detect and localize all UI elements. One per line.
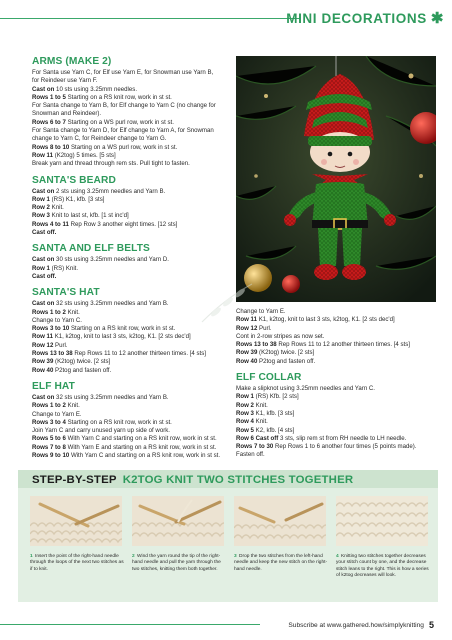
pattern-line-text: Knit. [253, 401, 268, 409]
elf-photo-illustration [236, 56, 436, 302]
pattern-line-bold: Row 40 [236, 357, 258, 365]
pattern-line-text: Starting on a WS purl row, work in st st. [65, 118, 174, 126]
pattern-line-text: Change to Yarn E. [32, 410, 82, 418]
pattern-line [32, 444, 228, 452]
pattern-line-text: P2tog and fasten off. [257, 357, 316, 365]
footer-rule [0, 624, 260, 625]
pattern-line-bold: Rows 3 to 4 [32, 418, 66, 426]
pattern-line [32, 152, 228, 160]
pattern-line [236, 427, 436, 435]
pattern-line-bold: Rows 4 to 11 [32, 220, 69, 228]
pattern-line [32, 411, 228, 419]
pattern-line [32, 135, 228, 143]
section-title [286, 9, 444, 27]
pattern-line-bold: Rows 13 to 38 [236, 341, 277, 349]
pattern-line [32, 127, 228, 135]
step-2-caption [132, 554, 228, 573]
pattern-line-bold: Row 2 [236, 401, 254, 409]
pattern-line-bold: Row 3 [236, 409, 254, 417]
pattern-line-bold: Rows 6 to 7 [32, 118, 66, 126]
pattern-line [32, 367, 228, 375]
pattern-line-bold: Cast on [32, 300, 55, 308]
pattern-line-text: Rep Rows 1 to 6 another four times (5 points made). [273, 443, 417, 451]
pattern-line [32, 350, 228, 358]
step-1-text: Insert the point of the right-hand needle through the loops of the next two stitches as if to knit. [30, 554, 124, 572]
step-4-caption [336, 554, 432, 579]
pattern-line [236, 410, 436, 418]
pattern-line [32, 427, 228, 435]
pattern-line-text: Rep Rows 11 to 12 another thirteen times. [4 sts] [72, 350, 206, 358]
pattern-line-bold: Row 6 Cast off [236, 434, 279, 442]
pattern-line-text: Knit. [253, 418, 268, 426]
pattern-line-text: Break yarn and thread through rem sts. Pull tight to fasten. [32, 160, 190, 168]
header-rule [0, 18, 300, 19]
pattern-line-text: K1, k2tog, knit to last 3 sts, k2tog, K1. [2 sts dec'd] [257, 316, 395, 324]
pattern-line [236, 358, 436, 366]
pattern-line-text: With Yarn E and starting on a RS knit row, work in st st. [65, 443, 217, 451]
step-4-number: 4 [336, 554, 339, 559]
pattern-line-bold: Row 1 [236, 393, 254, 401]
pattern-line [32, 265, 228, 273]
pattern-line-text: Purl. [257, 324, 272, 332]
section-title-text: MINI DECORATIONS [286, 10, 427, 26]
pattern-line-text: With Yarn C and starting on a RS knit row, work in st st. [69, 451, 221, 459]
pattern-line-text: Knit. [65, 402, 80, 410]
pattern-line-bold: Cast on [32, 85, 55, 93]
pattern-line [236, 402, 436, 410]
pattern-line-bold: Row 39 [32, 358, 54, 366]
pattern-heading: ELF HAT [32, 380, 75, 392]
step-2-text: Wind the yarn round the tip of the right-hand needle and pull the yarn through the two stitches, knitting them both together. [132, 554, 221, 572]
pattern-line-bold: Row 3 [32, 212, 50, 220]
pattern-line-text: Make a slipknot using 3.25mm needles and Yarn C. [236, 385, 375, 393]
pattern-line [236, 418, 436, 426]
pattern-line-text: Starting on a RS knit row, work in st st. [65, 93, 172, 101]
pattern-line-text: Starting on a RS knit row, work in st st. [65, 418, 172, 426]
pattern-line-text: Knit to last st, kfb. [1 st inc'd] [49, 212, 129, 220]
pattern-line-text: (K2tog) twice. [2 sts] [53, 358, 111, 366]
pattern-heading: ELF COLLAR [236, 372, 302, 384]
pattern-line-text: Cont in 2-row stripes as now set. [236, 332, 325, 340]
pattern-line-bold: Rows 1 to 5 [32, 93, 66, 101]
pattern-line [32, 333, 228, 341]
pattern-line [32, 69, 228, 77]
pattern-line-bold: Row 1 [32, 264, 50, 272]
pattern-line-bold: Row 2 [32, 204, 50, 212]
pattern-line [236, 393, 436, 401]
pattern-line-bold: Row 11 [236, 316, 257, 324]
pattern-line-bold: Rows 8 to 10 [32, 143, 70, 151]
pattern-line-bold: Row 40 [32, 366, 54, 374]
pattern-line-text: (K2tog) twice. [2 sts] [257, 349, 315, 357]
pattern-line [32, 188, 228, 196]
pattern-line-bold: Row 1 [32, 195, 50, 203]
pattern-line-text: 32 sts using 3.25mm needles and Yarn B. [54, 393, 169, 401]
pattern-line-bold: Rows 13 to 38 [32, 350, 73, 358]
pattern-line-text: K2, kfb. [4 sts] [253, 426, 295, 434]
pattern-line-text: For Santa use Yarn C, for Elf use Yarn E, for Snowman use Yarn B, [32, 69, 214, 76]
pattern-line-text: Knit. [65, 308, 80, 316]
pattern-line-text: P2tog and fasten off. [53, 366, 112, 374]
pattern-line [32, 221, 228, 229]
pattern-line-bold: Row 11 [32, 333, 53, 341]
pattern-line-text: (K2tog) 5 times. [5 sts] [53, 151, 116, 159]
pattern-line-bold: Cast on [32, 187, 55, 195]
step-2-photo [132, 496, 224, 546]
pattern-heading: SANTA'S BEARD [32, 174, 116, 186]
pattern-line [236, 316, 436, 324]
pattern-line-bold: Rows 3 to 10 [32, 325, 70, 333]
pattern-line-text: Snowman and Reindeer). [32, 110, 102, 118]
pattern-line-text: Join Yarn C and carry unused yarn up side of work. [32, 427, 170, 435]
pattern-line [236, 451, 436, 459]
pattern-heading: SANTA'S HAT [32, 287, 100, 299]
step-3-caption [234, 554, 330, 573]
pattern-line-text: Starting on a RS knit row, work in st st. [69, 325, 176, 333]
pattern-line [32, 256, 228, 264]
pattern-line [236, 308, 436, 316]
pattern-line [32, 94, 228, 102]
pattern-line [32, 102, 228, 110]
pattern-line-text: Change to Yarn C. [32, 316, 82, 324]
step-1-photo [30, 496, 122, 546]
pattern-line-bold: Rows 1 to 2 [32, 308, 66, 316]
pattern-line-text: Knit. [49, 204, 64, 212]
step-3-text: Drop the two stitches from the left-hand needle and keep the new stitch on the right-hand needle. [234, 554, 328, 572]
pattern-line-bold: Cast on [32, 256, 55, 264]
pattern-line-bold: Cast off. [32, 272, 57, 280]
pattern-line-bold: Row 39 [236, 349, 258, 357]
pattern-line-text: (RS) Knit. [49, 264, 79, 272]
pattern-line-bold: Row 11 [32, 151, 53, 159]
pattern-line-bold: Rows 1 to 2 [32, 402, 66, 410]
left-column [32, 56, 228, 460]
pattern-line-bold: Rows 9 to 10 [32, 451, 70, 459]
pattern-line [32, 212, 228, 220]
step-1-caption [30, 554, 126, 573]
pattern-line-text: For Santa change to Yarn D, for Elf change to Yarn A, for Snowman [32, 127, 214, 135]
step-1-number: 1 [30, 554, 33, 559]
pattern-line-text: K1, k2tog, knit to last 3 sts, k2tog, K1. [2 sts dec'd] [53, 333, 191, 341]
pattern-line-text: Fasten off. [236, 451, 265, 459]
pattern-line-text: For Santa change to Yarn B, for Elf change to Yarn C (no change for [32, 102, 216, 110]
pattern-line [32, 204, 228, 212]
pattern-line-bold: Row 12 [236, 324, 258, 332]
pattern-line-bold: Rows 5 to 6 [32, 435, 66, 443]
pattern-line-text: Change to Yarn E. [236, 308, 286, 315]
pattern-line [236, 435, 436, 443]
pattern-line-bold: Row 4 [236, 418, 254, 426]
pattern-line-text: With Yarn C and starting on a RS knit row, work in st st. [65, 435, 217, 443]
pattern-line [32, 196, 228, 204]
pattern-line-bold: Rows 7 to 30 [236, 443, 274, 451]
pattern-line [32, 435, 228, 443]
pattern-line-bold: Row 5 [236, 426, 254, 434]
pattern-line [32, 110, 228, 118]
pattern-line [236, 333, 436, 341]
pattern-line-text: (RS) Kfb. [2 sts] [253, 393, 299, 401]
pattern-line [236, 385, 436, 393]
pattern-line-text: Starting on a WS purl row, work in st st. [69, 143, 178, 151]
step-by-step-label: STEP-BY-STEP [32, 474, 117, 486]
pattern-line-text: (RS) K1, kfb. [3 sts] [49, 195, 105, 203]
pattern-line [32, 419, 228, 427]
pattern-line-text: Purl. [53, 341, 68, 349]
pattern-line [236, 325, 436, 333]
pattern-line [32, 144, 228, 152]
pattern-line [32, 229, 228, 237]
pattern-line-bold: Rows 7 to 8 [32, 443, 66, 451]
page-footer [288, 620, 434, 630]
k2tog-title: K2TOG KNIT TWO STITCHES TOGETHER [122, 474, 354, 486]
subscribe-link[interactable]: Subscribe at www.gathered.how/simplyknitting [288, 621, 424, 629]
pattern-line-bold: Cast on [32, 393, 55, 401]
pattern-line [236, 341, 436, 349]
pattern-line [32, 358, 228, 366]
page-number: 5 [428, 620, 434, 630]
step-4-text: Knitting two stitches together decreases your stitch count by one, and the decrease stitch leans to the right. This is how a series of k2tog decreases will look. [336, 554, 429, 578]
pattern-line-text: 2 sts using 3.25mm needles and Yarn B. [54, 187, 166, 195]
pattern-line [32, 342, 228, 350]
pattern-line-text: Rep Rows 11 to 12 another thirteen times. [4 sts] [276, 341, 410, 349]
pattern-line [32, 402, 228, 410]
pattern-line-text: 3 sts, slip rem st from RH needle to LH needle. [278, 434, 407, 442]
pattern-line-text: K1, kfb. [3 sts] [253, 409, 295, 417]
pattern-line [236, 349, 436, 357]
pattern-line [32, 160, 228, 168]
pattern-line-text: for Reindeer use Yarn F. [32, 77, 98, 85]
pattern-heading: ARMS (MAKE 2) [32, 56, 112, 67]
step-3-number: 3 [234, 554, 237, 559]
step-by-step-title [32, 474, 353, 486]
pattern-line-text: Rep Row 3 another eight times. [12 sts] [68, 220, 178, 228]
elf-decoration-photo [236, 56, 436, 302]
pattern-line [32, 86, 228, 94]
pattern-line [236, 443, 436, 451]
star-icon: ✱ [430, 10, 444, 27]
pattern-line-bold: Row 12 [32, 341, 54, 349]
step-3-photo [234, 496, 326, 546]
pattern-line [32, 452, 228, 460]
step-2-number: 2 [132, 554, 135, 559]
pattern-line-text: 10 sts using 3.25mm needles. [54, 85, 138, 93]
step-4-photo [336, 496, 428, 546]
pattern-line [32, 394, 228, 402]
pattern-line [32, 77, 228, 85]
pattern-line-text: change to Yarn C, for Reindeer change to Yarn G. [32, 135, 167, 143]
pattern-line-bold: Cast off. [32, 229, 57, 237]
right-column [236, 308, 436, 460]
pattern-line-text: 32 sts using 3.25mm needles and Yarn B. [54, 300, 169, 308]
pattern-line-text: 30 sts using 3.25mm needles and Yarn D. [54, 256, 169, 264]
pattern-line [32, 119, 228, 127]
pattern-heading: SANTA AND ELF BELTS [32, 243, 150, 255]
